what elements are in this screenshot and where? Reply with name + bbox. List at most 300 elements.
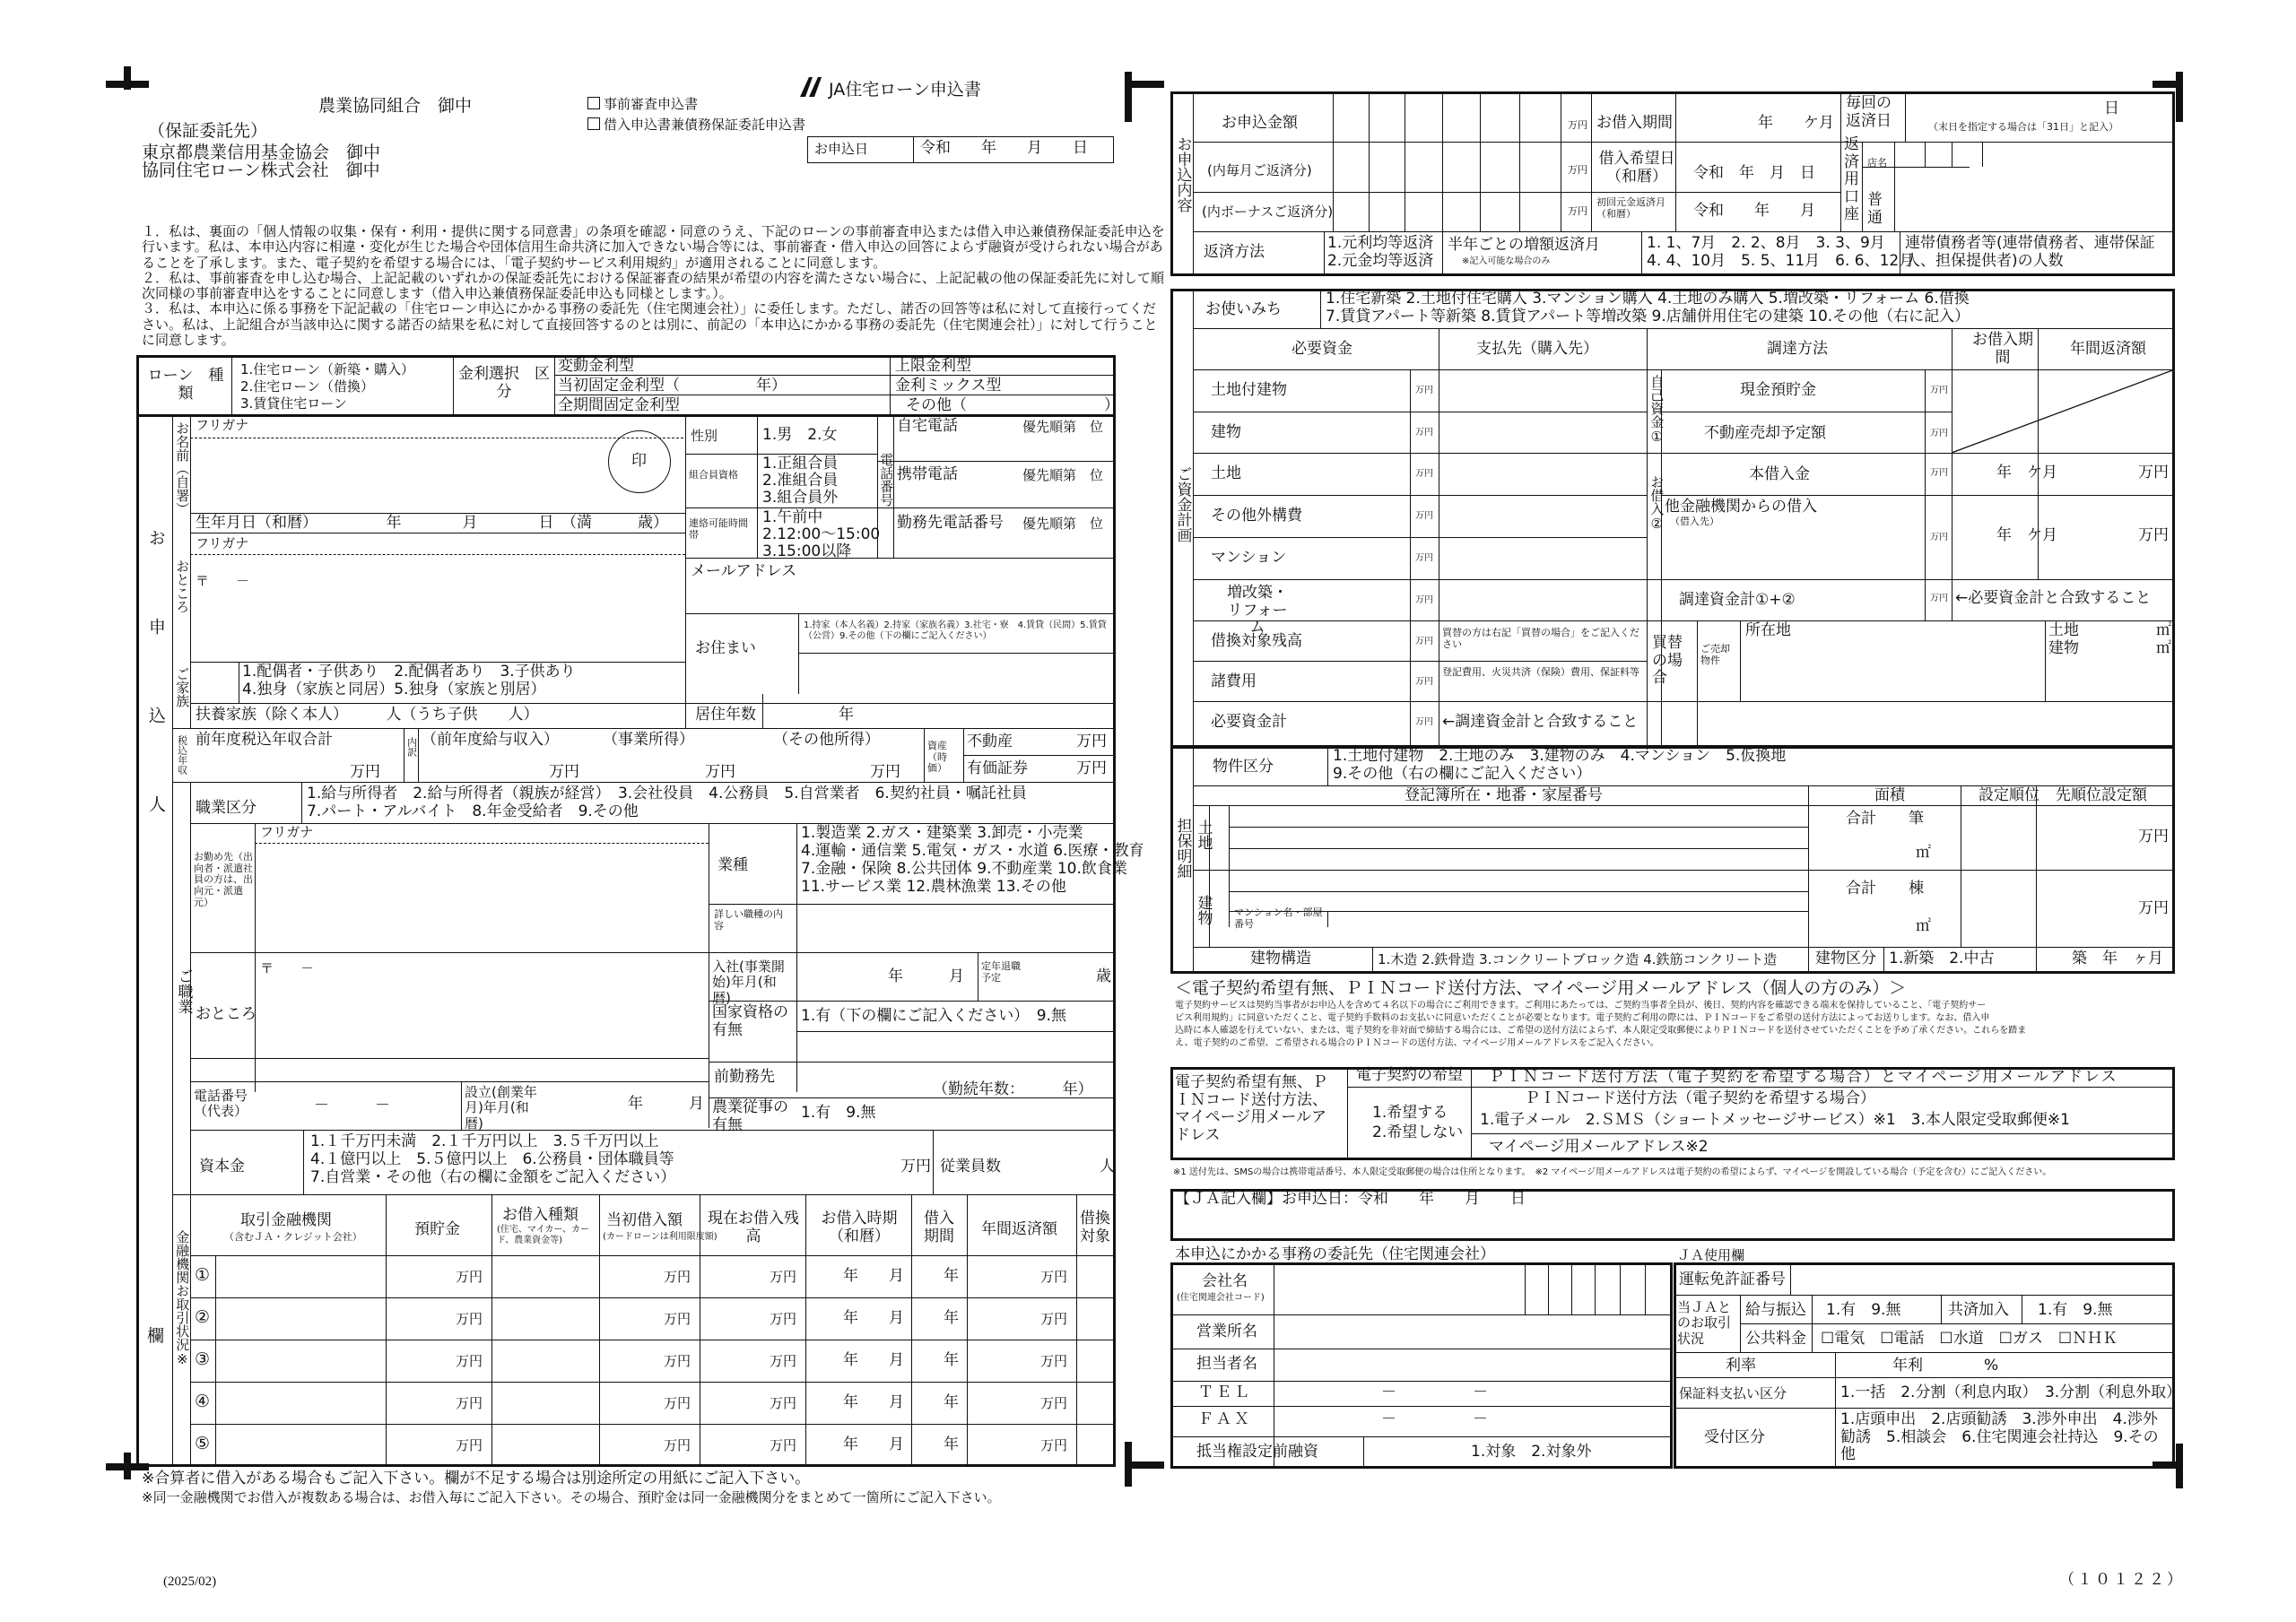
mansion-label: マンション名・部屋番号	[1234, 906, 1323, 930]
year-unit[interactable]: 年	[944, 1351, 959, 1369]
borrow-side: お借入②	[1648, 475, 1665, 532]
form-title: JA住宅ローン申込書	[829, 80, 981, 100]
pieces-unit: 筆	[1909, 810, 1924, 828]
fund-item: 諸費用	[1211, 672, 1257, 690]
h-borrow-period: お借入期間	[1972, 331, 2033, 367]
man-unit: 万円	[456, 1437, 483, 1453]
capital-1[interactable]: 1.１千万円未満 2.１千万円以上 3.５千万円以上	[310, 1132, 659, 1150]
collateral-side: 担保明細	[1173, 818, 1192, 879]
fin-row-num: ③	[195, 1349, 211, 1369]
tel-dash[interactable]: － －	[1381, 1383, 1488, 1401]
rate-other[interactable]: その他（ ）	[906, 396, 1119, 414]
birth-date[interactable]: 生年月日（和暦） 年 月 日 （満 歳）	[196, 514, 668, 532]
sqm: ㎡	[1916, 917, 1931, 935]
loan-opt-3[interactable]: 3.賃貸住宅ローン	[240, 395, 348, 412]
year-unit[interactable]: 年	[944, 1436, 959, 1453]
reception-options[interactable]: 1.店頭申出 2.店頭勧誘 3.渉外申出 4.渉外勧誘 5.相談会 6.住宅関連会社持込 9.その他	[1840, 1410, 2159, 1464]
branch-label: 店名	[1867, 157, 1887, 169]
rate-cap[interactable]: 上限金利型	[895, 357, 971, 375]
desired-date[interactable]: 令和 年 月 日	[1693, 164, 1815, 182]
h-annual: 年間返済額	[2070, 340, 2146, 358]
apply-side-label: お申込内容	[1173, 136, 1192, 213]
period-label: お借入期間	[1596, 114, 1673, 132]
license-options[interactable]: 1.有（下の欄にご記入ください） 9.無	[801, 1007, 1066, 1025]
fin-h-initial-sub: (カードローンは利用限度額)	[603, 1232, 718, 1242]
rank-label: 設定順位	[1979, 786, 2039, 804]
rate-label: 利率	[1726, 1357, 1756, 1375]
econ-footnote: ※1 送付先は、SMSの場合は携帯電話番号、本人限定受取郵便の場合は住所となります。 ※2 マイページ用メールアドレスは電子契約の希望によらず、マイページを開設している場合（予定を含む）にご記入ください。	[1173, 1167, 2052, 1177]
repay-day-label: 毎回の返済日	[1846, 94, 1892, 130]
man-unit[interactable]: 万円	[2138, 526, 2169, 544]
loan-opt-2[interactable]: 2.住宅ローン（借換）	[240, 378, 375, 395]
method-2[interactable]: 2.元金均等返済	[1327, 252, 1434, 270]
method-1[interactable]: 1.元利均等返済	[1327, 234, 1434, 252]
monthly-label: (内毎月ご返済分)	[1207, 162, 1312, 178]
seal-label: 印	[631, 452, 647, 470]
building-age[interactable]: 築 年 ヶ月	[2072, 950, 2163, 967]
years-label: 居住年数	[695, 706, 756, 724]
own-fund-side: 自己資金①	[1648, 375, 1665, 445]
man-unit: 万円	[664, 1395, 691, 1411]
year-unit[interactable]: 年	[944, 1393, 959, 1411]
address-postal[interactable]: 〒 －	[196, 573, 250, 589]
industry-label: 業種	[718, 856, 748, 874]
job-detail-label: 詳しい職種の内容	[714, 908, 783, 932]
public-label: 公共料金	[1745, 1330, 1806, 1348]
job-address-postal[interactable]: 〒 －	[260, 960, 315, 976]
employer-furigana: フリガナ	[260, 824, 314, 840]
coll-land: 土地	[1194, 820, 1213, 850]
salary-options[interactable]: 1.有 9.無	[1826, 1301, 1901, 1319]
borrow-timing[interactable]: 年 月	[843, 1393, 904, 1411]
retire-unit[interactable]: 歳	[1096, 967, 1111, 985]
econ-label: 電子契約希望有無、ＰＩＮコード送付方法、マイページ用メールアドレス	[1175, 1073, 1327, 1144]
industry-1[interactable]: 1.製造業 2.ガス・建築業 3.卸売・小売業	[801, 824, 1083, 842]
form-code: （１０１２２）	[2059, 1571, 2185, 1588]
income-total: 前年度税込年収合計	[196, 731, 333, 749]
asset-label: 資産（時価）	[927, 740, 947, 775]
apply-date-value[interactable]: 令和 年 月 日	[920, 139, 1088, 157]
employees-unit[interactable]: 人	[1100, 1158, 1115, 1175]
family-2[interactable]: 4.独身（家族と同居）5.独身（家族と別居）	[242, 681, 546, 698]
email-label: メールアドレス	[691, 562, 797, 580]
fund-item: その他外構費	[1211, 507, 1302, 525]
check-loan-apply[interactable]: 借入申込書兼債務保証委託申込書	[587, 117, 805, 133]
family-1[interactable]: 1.配偶者・子供あり 2.配偶者あり 3.子供あり	[242, 663, 576, 681]
man-unit: 万円	[664, 1269, 691, 1285]
rate-variable[interactable]: 変動金利型	[558, 357, 634, 375]
normal-label: 普通	[1867, 191, 1883, 227]
man-unit: 万円	[456, 1353, 483, 1369]
borrow-timing[interactable]: 年 月	[843, 1267, 904, 1285]
repay-day-unit[interactable]: 日	[2104, 100, 2119, 117]
home-phone-label: 自宅電話	[897, 417, 958, 435]
year-unit[interactable]: 年	[944, 1267, 959, 1285]
borrow-timing[interactable]: 年 月	[843, 1351, 904, 1369]
fund-total: 調達資金計①+②	[1679, 591, 1796, 609]
prev-employer-label: 前勤務先	[714, 1068, 775, 1086]
name-label: お名前（自署）	[174, 421, 191, 516]
guarantor-label: （保証委託先）	[148, 121, 268, 141]
fin-h-timing: お借入時期（和暦）	[821, 1210, 898, 1245]
man-unit: 万円	[664, 1437, 691, 1453]
fin-h-institution-sub: （含むＪＡ・クレジット会社）	[224, 1231, 362, 1243]
use-line-2[interactable]: 7.賃貸アパート等新築 8.賃貸アパート等増改築 9.店舗併用住宅の建築 10.その他（右に記入）	[1326, 308, 1970, 325]
man-unit: 万円	[664, 1353, 691, 1369]
fin-row-num: ④	[195, 1392, 211, 1411]
area-label: 面積	[1874, 786, 1905, 804]
econ-title: ＜電子契約希望有無、ＰＩＮコード送付方法、マイページ用メールアドレス（個人の方のみ）＞	[1175, 978, 1907, 998]
loan-period[interactable]: 年 ケ月	[1996, 464, 2057, 481]
job-type-2[interactable]: 7.パート・アルバイト 8.年金受給者 9.その他	[307, 802, 639, 820]
econ-yes[interactable]: 1.希望する	[1372, 1104, 1448, 1122]
man-unit: 万円	[1040, 1269, 1068, 1285]
corner-mark	[1125, 72, 1132, 122]
sqm: ㎡	[2156, 639, 2171, 657]
asset-securities: 有価証券	[967, 759, 1028, 777]
check-pre-review[interactable]: 事前審査申込書	[587, 97, 698, 112]
man-unit: 万円	[456, 1311, 483, 1327]
location-label: 所在地	[1745, 621, 1791, 639]
asset-realestate: 不動産	[967, 733, 1013, 750]
fin-h-balance: 現在お借入残高	[708, 1210, 799, 1245]
houses-unit: 棟	[1909, 880, 1924, 898]
man-unit: 万円	[1930, 594, 1948, 603]
corner-mark	[2176, 72, 2183, 122]
semi-months-2[interactable]: 4. 4、10月 5. 5、11月 6. 6、12月	[1647, 252, 1915, 270]
rate-initial-fixed[interactable]: 当初固定金利型（ 年）	[558, 377, 787, 395]
priority[interactable]: 優先順第 位	[1022, 419, 1104, 435]
man-unit: 万円	[1076, 759, 1107, 777]
guarantor-1: 東京都農業信用基金協会 御中	[142, 143, 381, 162]
company-phone-label: 電話番号（代表）	[194, 1088, 248, 1120]
consent-text: １．私は、裏面の「個人情報の収集・保有・利用・提供に関する同意書」の条項を確認・同意のうえ、下記のローンの事前審査申込または借入申込兼債務保証委託申込を 行います。私は、本申込内容に相違・変化が生じた場合や団体信用生命共済に加入できない場合等には、事前審査・借入申込の回答によらず融資が受けられない場合があ ることを了承します。また、電子契約を希望する場合には、「電子契約サービス利用規約」が適用されることに同意します。 ２．私は、事前審査を申し込む場合、上記記載のいずれかの保証委託先における保証審査の結果が希望の内容を満たさない場合に、上記記載の他の保証委託先に対して順 次同様の事前審査申込をすることに同意します（借入申込兼債務保証委託申込も同様とします。）。 ３．私は、本申込に係る事務を下記記載の「住宅ローン申込にかかる事務の委託先（住宅関連会社）」に委任します。ただし、諾否の回答等は私に対して直接行ってくだ さい。私は、上記組合が当該申込に関する諾否の結果を私に対して直接回答するのとは別に、前記の「本申込にかかる事務の委託先（住宅関連会社）」に対して行うこと に同意します。	[142, 223, 1165, 348]
public-options[interactable]: ☐電気 ☐電話 ☐水道 ☐ガス ☐ＮＨＫ	[1821, 1330, 2118, 1348]
man-unit[interactable]: 万円	[2138, 464, 2169, 481]
fund-item: 土地付建物	[1211, 381, 1287, 399]
dependents[interactable]: 扶養家族（除く本人） 人（うち子供 人）	[196, 706, 539, 724]
prior-label: 先順位設定額	[2056, 786, 2147, 804]
man-unit: 万円	[1415, 511, 1433, 521]
man-unit: 万円	[705, 763, 735, 781]
version: (2025/02)	[163, 1574, 217, 1589]
man-unit: 万円	[1415, 553, 1433, 563]
joint-debtor-count[interactable]: 連帯債務者等(連帯債務者、連帯保証人、担保提供者)の人数	[1905, 234, 2155, 270]
man-unit: 万円	[870, 763, 900, 781]
fin-row-num: ⑤	[195, 1434, 211, 1453]
income-business: （事業所得）	[603, 731, 694, 749]
contact-1[interactable]: 1.午前中	[762, 508, 823, 526]
man-unit: 万円	[1930, 533, 1948, 542]
man-unit: 万円	[770, 1311, 797, 1327]
residence-label: お住まい	[695, 639, 756, 657]
join-value[interactable]: 年 月	[888, 967, 964, 985]
fin-row-num: ①	[195, 1265, 211, 1285]
company-label: 会社名	[1202, 1272, 1248, 1290]
job-type-label: 職業区分	[196, 799, 257, 817]
man-unit: 万円	[770, 1269, 797, 1285]
prop-type-label: 物件区分	[1213, 758, 1274, 776]
own-sale: 不動産売却予定額	[1704, 424, 1826, 442]
fax-dash[interactable]: － －	[1381, 1410, 1488, 1428]
man-unit: 万円	[350, 763, 380, 781]
man-unit: 万円	[1040, 1311, 1068, 1327]
semi-label: 半年ごとの増額返済月	[1448, 236, 1600, 254]
checkbox[interactable]	[587, 117, 600, 130]
job-side-label: ご職業	[174, 968, 193, 1014]
contact-2[interactable]: 2.12:00～15:00	[762, 525, 881, 543]
borrow-timing[interactable]: 年 月	[843, 1309, 904, 1327]
income-side-label: 税込年収	[176, 735, 188, 775]
fund-total-note: ←必要資金計と合致すること	[1955, 589, 2152, 607]
h-method: 調達方法	[1767, 340, 1828, 358]
license-no-label: 運転免許証番号	[1679, 1271, 1786, 1288]
farm-label: 農業従事の有無	[712, 1098, 788, 1134]
rate-select-label: 金利選択 区分	[458, 365, 550, 401]
sell-label: ご売却物件	[1700, 643, 1730, 666]
swap-label: 買替の場合	[1652, 634, 1683, 688]
gender-label: 性別	[691, 428, 718, 444]
econ-desc: え、電子契約のご希望、ご希望される場合のＰＩＮコードの送付方法、マイページ用メールアドレスをご記入ください。	[1175, 1038, 1659, 1048]
fee-note: 登記費用、火災共済（保険）費用、保証料等	[1442, 666, 1639, 678]
man-unit: 万円	[456, 1269, 483, 1285]
man-unit: 万円	[770, 1395, 797, 1411]
fund-side-label: ご資金計画	[1173, 466, 1192, 542]
use-line-1[interactable]: 1.住宅新築 2.土地付住宅購入 3.マンション購入 4.土地のみ購入 5.増改築・リフォーム 6.借換	[1326, 290, 1970, 308]
kind-label: 建物区分	[1815, 950, 1876, 967]
own-cash: 現金預貯金	[1740, 381, 1816, 399]
ja-deal-label: 当ＪＡとのお取引状況	[1677, 1299, 1732, 1347]
capital-3[interactable]: 7.自営業・その他（右の欄に金額をご記入ください）	[310, 1168, 676, 1186]
years-unit[interactable]: 年	[839, 706, 854, 724]
capital-unit[interactable]: 万円	[900, 1158, 931, 1175]
retire-label: 定年退職予定	[981, 960, 1021, 984]
fin-h-type: お借入種類	[502, 1206, 578, 1224]
office-label: 営業所名	[1196, 1323, 1257, 1340]
company-code-label: (住宅関連会社コード)	[1177, 1293, 1265, 1303]
year-unit[interactable]: 年	[944, 1309, 959, 1327]
farm-options[interactable]: 1.有 9.無	[801, 1104, 876, 1122]
phone-label: 電話番号	[878, 453, 895, 507]
income-other: （その他所得）	[773, 731, 880, 749]
man-unit: 万円	[1415, 637, 1433, 646]
slash-cell	[1952, 369, 2175, 453]
desired-date-label: 借入希望日（和暦）	[1598, 150, 1675, 186]
fin-h-initial: 当初借入額	[606, 1211, 683, 1229]
license-label: 国家資格の有無	[712, 1003, 788, 1039]
mortgage-label: 抵当権設定前融資	[1196, 1443, 1318, 1461]
note-2: ※同一金融機関でお借入が複数ある場合は、お借入毎にご記入下さい。その場合、預貯金は同一金融機関分をまとめて一箇所にご記入下さい。	[142, 1489, 1001, 1505]
priority[interactable]: 優先順第 位	[1022, 516, 1104, 532]
breakdown-label: 内訳	[405, 737, 418, 757]
man-unit: 万円	[456, 1395, 483, 1411]
man-unit: 万円	[1040, 1395, 1068, 1411]
fund-item: 借換対象残高	[1211, 632, 1302, 650]
corner-mark	[2152, 81, 2179, 88]
fee-label: 保証料支払い区分	[1679, 1385, 1787, 1401]
job-address-label: おところ	[196, 1005, 257, 1023]
founded-value[interactable]: 年 月	[628, 1095, 704, 1113]
fin-h-type-sub: (住宅、マイカー、カード、農業資金等)	[497, 1225, 590, 1245]
apply-date-label: お申込日	[814, 141, 869, 157]
corner-mark	[124, 66, 131, 90]
member-label: 組合員資格	[689, 469, 738, 481]
company-phone-dash[interactable]: － －	[314, 1097, 390, 1115]
name-furigana: フリガナ	[196, 417, 249, 433]
ja-entry-label: 【ＪＡ記入欄】お申込日：令和 年 月 日	[1175, 1190, 1526, 1208]
total-label: 合計	[1846, 880, 1876, 898]
family-label: ご家族	[174, 667, 191, 707]
econ-no[interactable]: 2.希望しない	[1372, 1123, 1464, 1141]
coop-addressee: 農業協同組合 御中	[318, 96, 473, 116]
capital-2[interactable]: 4.１億円以上 5.５億円以上 6.公務員・団体職員等	[310, 1150, 674, 1168]
agent-title: 本申込にかかる事務の委託先（住宅関連会社）	[1175, 1245, 1495, 1263]
work-phone-label: 勤務先電話番号	[897, 514, 1004, 532]
econ-mail-title: ＰＩＮコード送付方法（電子契約を希望する場合）とマイページ用メールアドレス	[1489, 1068, 2118, 1086]
fund-item: マンション	[1211, 549, 1287, 567]
man-unit: 万円	[1930, 468, 1948, 478]
h-need: 必要資金	[1292, 340, 1352, 358]
fin-h-annual: 年間返済額	[981, 1220, 1057, 1238]
man-unit: 万円	[1415, 386, 1433, 395]
residence-options[interactable]: 1.持家（本人名義）2.持家（家族名義）3.社宅・寮 4.賃貸（民間）5.賃貸（公営）9.その他（下の欄にご記入ください）	[804, 620, 1107, 641]
sell-bldg: 建物	[2048, 639, 2079, 657]
econ-desc: 電子契約サービスは契約当事者がお申込人を含めて４名以下の場合にご利用できます。ご利用にあたっては、ご契約当事者全員が、後日、契約内容を確認できる端末を保持していること、「電子契約サー	[1175, 1001, 1987, 1010]
man-unit: 万円	[1415, 428, 1433, 438]
loan-type-label: ローン 種 類	[147, 367, 239, 403]
man-unit: 万円	[2138, 899, 2169, 917]
fax-label: ＦＡＸ	[1198, 1410, 1252, 1428]
address-furigana: フリガナ	[196, 535, 249, 551]
rate-full-fixed[interactable]: 全期間固定金利型	[558, 396, 680, 414]
period-value[interactable]: 年 ケ月	[1758, 114, 1834, 132]
fund-item: 必要資金計	[1211, 713, 1287, 731]
address-label: おところ	[174, 559, 191, 613]
fin-h-period: 借入期間	[924, 1210, 954, 1245]
refi-note: 買替の方は右記「買替の場合」をご記入ください	[1442, 627, 1639, 650]
industry-4[interactable]: 11.サービス業 12.農林漁業 13.その他	[801, 878, 1066, 896]
prop-type-1[interactable]: 1.土地付建物 2.土地のみ 3.建物のみ 4.マンション 5.仮換地	[1333, 747, 1787, 765]
mutual-label: 共済加入	[1948, 1301, 2009, 1319]
prev-years[interactable]: （勤続年数： 年）	[933, 1080, 1093, 1098]
rate-value[interactable]: 年利 %	[1892, 1357, 1999, 1375]
man-unit: 万円	[1568, 164, 1587, 176]
man-unit: 万円	[1415, 717, 1433, 727]
mortgage-options[interactable]: 1.対象 2.対象外	[1471, 1443, 1592, 1461]
prop-type-2[interactable]: 9.その他（右の欄にご記入ください）	[1333, 765, 1592, 783]
note-1: ※合算者に借入がある場合もご記入下さい。欄が不足する場合は別途所定の用紙にご記入下さい。	[142, 1470, 811, 1488]
registry-label: 登記簿所在・地番・家屋番号	[1405, 786, 1603, 804]
mutual-options[interactable]: 1.有 9.無	[2038, 1301, 2113, 1319]
founded-label: 設立(創業年月)年月(和暦)	[465, 1084, 537, 1132]
h-payee: 支払先（購入先）	[1476, 340, 1598, 358]
first-repay-label: 初回元金返済月（和暦）	[1596, 196, 1665, 220]
account-label: 返済用口座	[1844, 135, 1859, 224]
fund-item: 土地	[1211, 464, 1241, 482]
sqm: ㎡	[2156, 621, 2171, 639]
fee-options[interactable]: 1.一括 2.分割（利息内取） 3.分割（利息外取）	[1840, 1383, 2182, 1401]
salary-label: 給与振込	[1745, 1301, 1806, 1319]
other-loan: 他金融機関からの借入	[1665, 498, 1817, 516]
man-unit: 万円	[1930, 386, 1948, 395]
semi-months-1[interactable]: 1. 1、7月 2. 2、8月 3. 3、9月	[1647, 234, 1885, 252]
other-loan-period[interactable]: 年 ケ月	[1996, 526, 2057, 544]
amount-label: お申込金額	[1222, 114, 1298, 132]
collateral-table	[1170, 746, 2175, 974]
applicant-side-label: お申込人	[145, 529, 166, 884]
man-unit: 万円	[1076, 733, 1107, 750]
industry-3[interactable]: 7.金融・保険 8.公共団体 9.不動産業 10.飲食業	[801, 860, 1127, 878]
other-loan-sub: （借入先）	[1670, 516, 1719, 527]
mobile-phone-label: 携帯電話	[897, 465, 958, 483]
econ-desc: ビス利用規約」に同意いただくこと、電子契約手数料のお支払いに同意いただくことが必要となります。電子契約ご利用の際には、ＰＩＮコードをご希望の送付方法によってお送りします。なお、借入申	[1175, 1013, 1990, 1023]
corner-mark	[1125, 1442, 1132, 1487]
checkbox[interactable]	[587, 97, 600, 109]
bonus-label: (内ボーナスご返済分)	[1202, 204, 1334, 220]
kind-options[interactable]: 1.新築 2.中古	[1889, 950, 1995, 967]
ja-use-label: ＪＡ使用欄	[1677, 1247, 1745, 1263]
mypage-email-label: マイページ用メールアドレス※2	[1489, 1138, 1709, 1156]
guarantor-2: 協同住宅ローン株式会社 御中	[142, 160, 380, 180]
job-type-1[interactable]: 1.給与所得者 2.給与所得者（親族が経営） 3.会社役員 4.公務員 5.自営業者 6.契約社員・嘱託社員	[307, 785, 1027, 802]
first-repay[interactable]: 令和 年 月	[1693, 202, 1815, 220]
borrow-timing[interactable]: 年 月	[843, 1436, 904, 1453]
rate-mix[interactable]: 金利ミックス型	[895, 377, 1002, 395]
employees-label: 従業員数	[940, 1158, 1001, 1175]
man-unit: 万円	[664, 1311, 691, 1327]
join-label: 入社(事業開始)年月(和暦)	[712, 958, 785, 1006]
side-bottom-label: 欄	[147, 1326, 165, 1346]
member-1[interactable]: 1.正組合員	[762, 455, 839, 473]
reception-label: 受付区分	[1704, 1428, 1765, 1446]
contact-label: 連絡可能時間帯	[689, 517, 748, 541]
industry-2[interactable]: 4.運輸・通信業 5.電気・ガス・水道 6.医療・教育	[801, 842, 1144, 860]
man-unit: 万円	[1415, 595, 1433, 605]
man-unit: 万円	[770, 1437, 797, 1453]
capital-label: 資本金	[199, 1158, 245, 1175]
total-label: 合計	[1846, 810, 1876, 828]
fund-item: 建物	[1211, 423, 1241, 441]
member-3[interactable]: 3.組合員外	[762, 489, 839, 507]
corner-mark	[1132, 1462, 1164, 1469]
man-unit: 万円	[1568, 119, 1587, 131]
gender-options[interactable]: 1.男 2.女	[762, 426, 838, 444]
man-unit: 万円	[1415, 677, 1433, 687]
coll-bldg: 建物	[1194, 895, 1213, 925]
sqm: ㎡	[1916, 844, 1931, 862]
man-unit: 万円	[549, 763, 579, 781]
fin-h-institution: 取引金融機関	[240, 1211, 332, 1229]
man-unit: 万円	[1415, 469, 1433, 479]
man-unit: 万円	[1930, 429, 1948, 438]
repay-day-note: （末日を指定する場合は「31日」と記入）	[1928, 121, 2118, 133]
corner-mark	[1132, 81, 1164, 88]
member-2[interactable]: 2.准組合員	[762, 472, 839, 490]
contact-3[interactable]: 3.15:00以降	[762, 542, 852, 560]
fin-side-label: 金融機関お取引状況※	[174, 1230, 191, 1367]
man-unit: 万円	[1040, 1437, 1068, 1453]
struct-options[interactable]: 1.木造 2.鉄骨造 3.コンクリートブロック造 4.鉄筋コンクリート造	[1378, 951, 1778, 967]
priority[interactable]: 優先順第 位	[1022, 467, 1104, 483]
loan-opt-1[interactable]: 1.住宅ローン（新築・購入）	[240, 361, 415, 377]
man-unit: 万円	[1040, 1353, 1068, 1369]
corner-mark	[124, 1453, 131, 1479]
employer-label: お勤め先（出向者・派遣社員の方は、出向元・派遣元）	[194, 851, 253, 908]
sell-land: 土地	[2048, 621, 2079, 639]
pin-options[interactable]: 1.電子メール 2.ＳＭＳ（ショートメッセージサービス）※1 3.本人限定受取郵便※1	[1480, 1111, 2070, 1129]
fund-item: 増改築・リフォーム	[1227, 584, 1288, 638]
ja-logo-icon	[798, 75, 825, 99]
